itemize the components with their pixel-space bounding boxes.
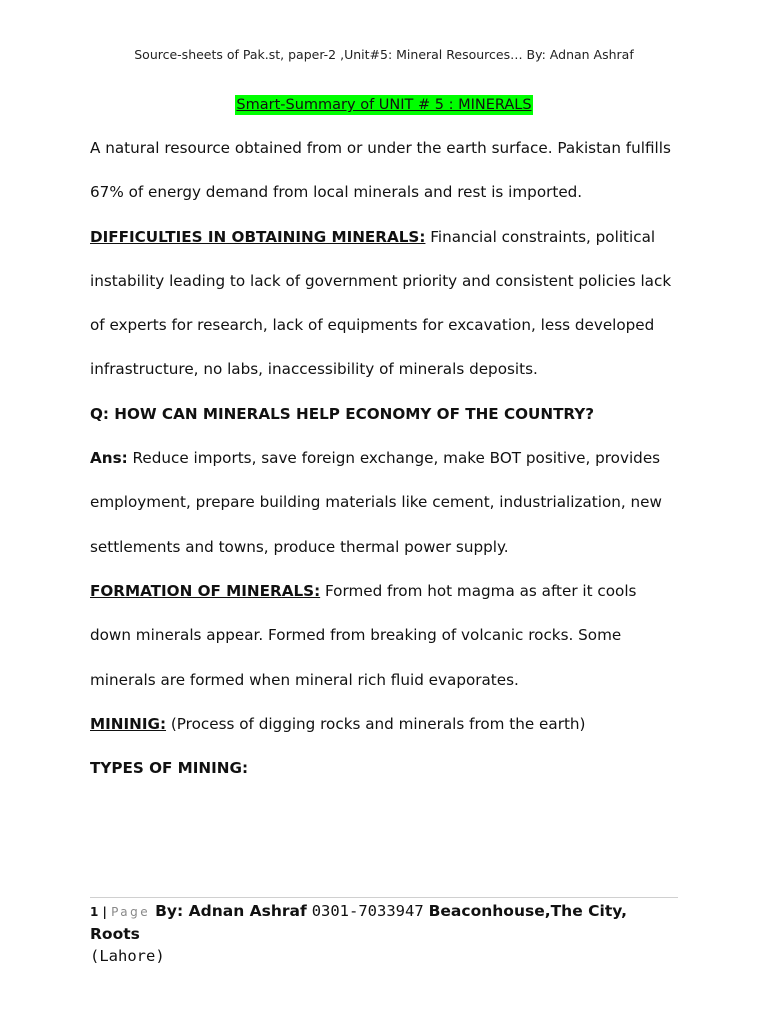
- footer-schools: Beaconhouse,The City, Roots: [90, 902, 628, 943]
- intro-text: A natural resource obtained from or under the earth surface. Pakistan fulfills 67% of energy demand from local minerals and rest is imported.: [90, 139, 671, 202]
- footer-author: By: Adnan Ashraf: [155, 902, 307, 920]
- formation-heading: FORMATION OF MINERALS:: [90, 581, 321, 600]
- answer-label: Ans:: [90, 449, 128, 468]
- page-footer: [90, 900, 680, 967]
- document-body: [90, 126, 680, 790]
- footer-divider: [90, 897, 678, 898]
- page-word: Page: [111, 905, 151, 919]
- question-paragraph: [90, 392, 680, 436]
- page-separator: |: [98, 905, 112, 919]
- question-heading: Q: HOW CAN MINERALS HELP ECONOMY OF THE COUNTRY?: [90, 404, 595, 423]
- title-container: [0, 94, 768, 115]
- page-header: Source-sheets of Pak.st, paper-2 ,Unit#5: Mineral Resources… By: Adnan Ashraf: [134, 47, 634, 62]
- difficulties-paragraph: [90, 215, 680, 392]
- page-title: Smart-Summary of UNIT # 5 : MINERALS: [236, 97, 532, 113]
- footer-city: (Lahore): [90, 947, 165, 965]
- intro-paragraph: [90, 126, 680, 215]
- formation-text: Formed from hot magma as after it cools down minerals appear. Formed from breaking of volcanic rocks. Some minerals are formed when mineral rich fluid evaporates.: [90, 581, 637, 689]
- answer-text: Reduce imports, save foreign exchange, make BOT positive, provides employment, prepare building materials like cement, industrialization, new settlements and towns, produce thermal power supply.: [90, 449, 662, 556]
- difficulties-text: Financial constraints, political instability leading to lack of government priority and consistent policies lack of experts for research, lack of equipments for excavation, less developed infrastructure, no labs, inaccessibility of minerals deposits.: [90, 227, 672, 379]
- types-of-mining-heading: TYPES OF MINING:: [90, 759, 249, 778]
- mining-paragraph: [90, 702, 680, 746]
- mining-heading: MININIG:: [90, 714, 167, 733]
- types-of-mining-paragraph: [90, 746, 680, 790]
- difficulties-heading: DIFFICULTIES IN OBTAINING MINERALS:: [90, 227, 426, 246]
- mining-text: (Process of digging rocks and minerals from the earth): [166, 714, 586, 733]
- page-number: 1: [90, 905, 99, 919]
- answer-paragraph: [90, 436, 680, 569]
- footer-phone: 0301-7033947: [311, 902, 424, 920]
- formation-paragraph: [90, 569, 680, 702]
